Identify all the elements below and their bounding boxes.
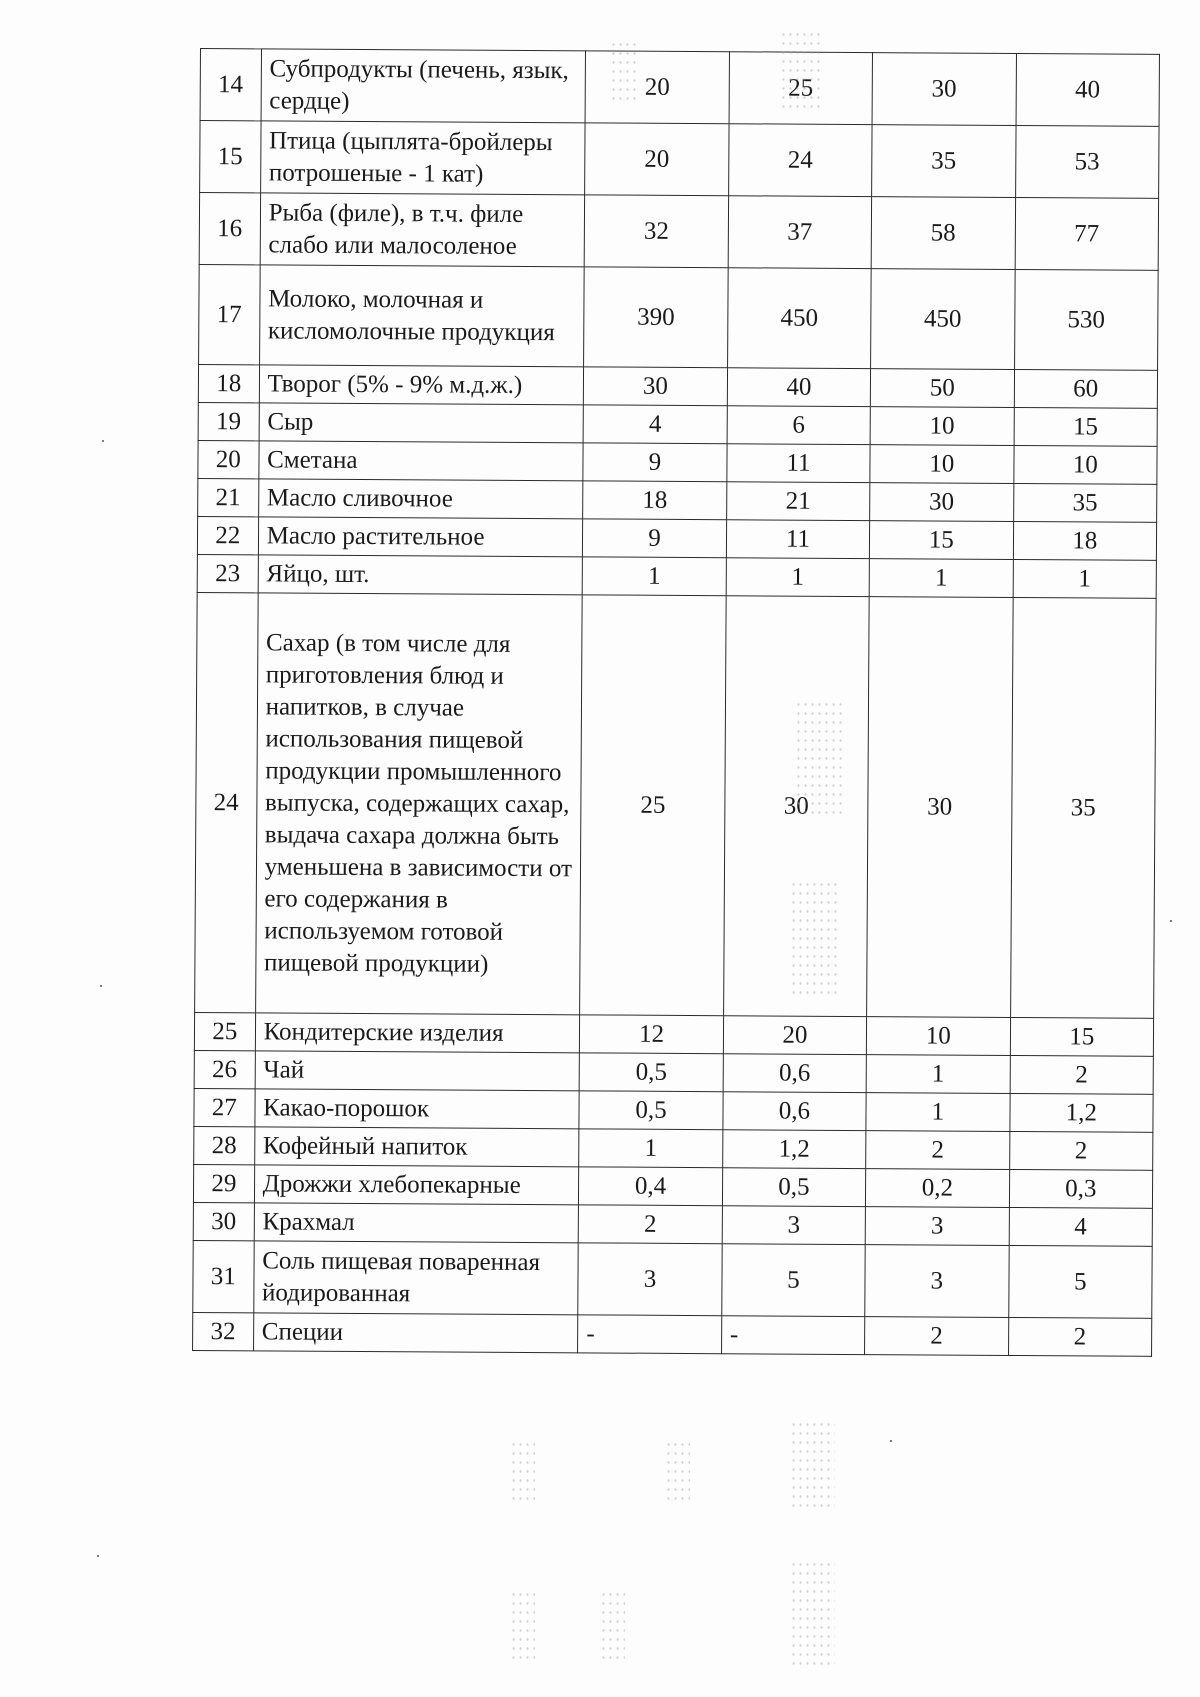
value-cell: 10 bbox=[1013, 445, 1157, 484]
value-cell: 30 bbox=[872, 53, 1016, 126]
value-cell: 32 bbox=[584, 195, 728, 268]
table-row bbox=[197, 516, 1156, 560]
table-row bbox=[194, 1012, 1153, 1056]
value-cell: 12 bbox=[580, 1015, 724, 1054]
value-cell: 53 bbox=[1015, 125, 1159, 198]
value-cell: - bbox=[578, 1315, 722, 1354]
value-cell: 0,3 bbox=[1009, 1169, 1153, 1208]
value-cell: 530 bbox=[1014, 269, 1158, 370]
value-cell: 15 bbox=[1014, 407, 1158, 446]
scan-noise bbox=[790, 1560, 835, 1670]
table-row bbox=[198, 440, 1157, 484]
table-row bbox=[197, 554, 1156, 598]
value-cell: 0,4 bbox=[579, 1167, 723, 1206]
row-number: 27 bbox=[194, 1088, 255, 1126]
row-number: 31 bbox=[193, 1240, 254, 1312]
row-number: 32 bbox=[193, 1312, 254, 1350]
value-cell: 10 bbox=[867, 1017, 1011, 1056]
value-cell: 3 bbox=[722, 1206, 866, 1245]
value-cell: 1,2 bbox=[722, 1130, 866, 1169]
value-cell: 25 bbox=[580, 595, 726, 1016]
value-cell: 24 bbox=[728, 124, 872, 197]
row-number: 25 bbox=[194, 1012, 255, 1050]
value-cell: 1 bbox=[869, 559, 1013, 598]
value-cell: 21 bbox=[726, 482, 870, 521]
value-cell: 35 bbox=[1010, 597, 1156, 1018]
value-cell: 6 bbox=[727, 406, 871, 445]
row-number: 23 bbox=[197, 554, 258, 592]
value-cell: 10 bbox=[870, 445, 1014, 484]
value-cell: 3 bbox=[578, 1243, 722, 1316]
row-number: 26 bbox=[194, 1050, 255, 1088]
scan-noise bbox=[665, 1440, 690, 1500]
value-cell: 58 bbox=[871, 197, 1015, 270]
value-cell: 77 bbox=[1015, 197, 1159, 270]
product-name: Масло растительное bbox=[258, 517, 583, 557]
product-name: Масло сливочное bbox=[258, 479, 583, 519]
value-cell: 450 bbox=[727, 268, 871, 369]
value-cell: 1 bbox=[582, 557, 726, 596]
table-row bbox=[199, 264, 1159, 370]
value-cell: 0,5 bbox=[579, 1091, 723, 1130]
value-cell: 25 bbox=[729, 52, 873, 125]
scan-noise bbox=[790, 1420, 835, 1510]
value-cell: 5 bbox=[721, 1244, 865, 1317]
value-cell: 10 bbox=[870, 407, 1014, 446]
product-name: Птица (цыплята-бройлеры потрошеные - 1 кат) bbox=[260, 121, 585, 195]
row-number: 30 bbox=[193, 1202, 254, 1240]
scan-noise bbox=[610, 40, 640, 100]
table-row bbox=[194, 1088, 1153, 1132]
table-row bbox=[194, 1126, 1153, 1170]
product-name: Сахар (в том числе для приготовления блюд и напитков, в случае использования пищевой продукции промышленного выпуска, содержащих сахар, выдача сахара должна быть уменьшена в зависимости от его содержания в используемом готовой пищевой продукции) bbox=[255, 593, 582, 1015]
row-number: 14 bbox=[200, 49, 261, 121]
value-cell: 2 bbox=[1010, 1055, 1154, 1094]
row-number: 19 bbox=[198, 402, 259, 440]
scan-noise bbox=[600, 1590, 625, 1660]
value-cell: 2 bbox=[1009, 1131, 1153, 1170]
scan-noise bbox=[780, 30, 820, 110]
product-name: Яйцо, шт. bbox=[258, 555, 583, 595]
table-row bbox=[199, 193, 1158, 271]
value-cell: 1 bbox=[1013, 559, 1157, 598]
scan-speck bbox=[97, 1555, 99, 1557]
value-cell: 9 bbox=[583, 443, 727, 482]
scan-noise bbox=[790, 880, 840, 1000]
value-cell: 450 bbox=[871, 269, 1015, 370]
value-cell: 1 bbox=[726, 558, 870, 597]
value-cell: 40 bbox=[727, 368, 871, 407]
value-cell: 35 bbox=[872, 125, 1016, 198]
row-number: 17 bbox=[199, 264, 260, 364]
value-cell: 30 bbox=[870, 483, 1014, 522]
row-number: 28 bbox=[194, 1126, 255, 1164]
value-cell: 5 bbox=[1008, 1245, 1152, 1318]
scan-speck bbox=[1170, 920, 1172, 922]
table-row bbox=[194, 1050, 1153, 1094]
scan-noise bbox=[795, 700, 845, 820]
product-name: Кондитерские изделия bbox=[255, 1013, 580, 1053]
table-row bbox=[195, 592, 1157, 1018]
table-row bbox=[193, 1312, 1152, 1356]
value-cell: 30 bbox=[867, 597, 1013, 1018]
product-name: Кофейный напиток bbox=[254, 1127, 579, 1167]
value-cell: 3 bbox=[865, 1245, 1009, 1318]
product-name: Субпродукты (печень, язык, сердце) bbox=[261, 49, 586, 123]
value-cell: 11 bbox=[726, 520, 870, 559]
row-number: 21 bbox=[198, 478, 259, 516]
product-name: Сыр bbox=[259, 403, 584, 443]
value-cell: 11 bbox=[727, 444, 871, 483]
row-number: 15 bbox=[200, 121, 261, 193]
value-cell: 4 bbox=[1009, 1207, 1153, 1246]
value-cell: 30 bbox=[723, 596, 869, 1017]
value-cell: 35 bbox=[1013, 483, 1157, 522]
value-cell: 30 bbox=[584, 367, 728, 406]
scan-speck bbox=[100, 985, 102, 987]
value-cell: 18 bbox=[583, 481, 727, 520]
value-cell: 9 bbox=[583, 519, 727, 558]
value-cell: 40 bbox=[1016, 53, 1160, 126]
scan-noise bbox=[510, 1590, 535, 1660]
scan-noise bbox=[510, 1440, 535, 1500]
value-cell: 390 bbox=[584, 267, 728, 368]
product-name: Чай bbox=[255, 1051, 580, 1091]
product-name: Дрожжи хлебопекарные bbox=[254, 1165, 579, 1205]
value-cell: 20 bbox=[585, 51, 729, 124]
product-name: Творог (5% - 9% м.д.ж.) bbox=[259, 365, 584, 405]
value-cell: 15 bbox=[1010, 1017, 1154, 1056]
product-name: Какао-порошок bbox=[255, 1089, 580, 1129]
row-number: 20 bbox=[198, 440, 259, 478]
food-norms-table bbox=[192, 48, 1160, 1357]
product-name: Молоко, молочная и кисломолочные продукция bbox=[259, 265, 584, 367]
value-cell: 3 bbox=[865, 1207, 1009, 1246]
value-cell: 2 bbox=[865, 1317, 1009, 1356]
product-name: Соль пищевая поваренная йодированная bbox=[253, 1241, 578, 1315]
value-cell: 1 bbox=[866, 1055, 1010, 1094]
table-row bbox=[198, 478, 1157, 522]
value-cell: 2 bbox=[579, 1205, 723, 1244]
value-cell: 50 bbox=[870, 369, 1014, 408]
value-cell: 18 bbox=[1013, 521, 1157, 560]
value-cell: 0,6 bbox=[723, 1092, 867, 1131]
scan-speck bbox=[102, 440, 104, 442]
value-cell: - bbox=[721, 1316, 865, 1355]
table-row bbox=[193, 1164, 1152, 1208]
value-cell: 4 bbox=[583, 405, 727, 444]
row-number: 24 bbox=[195, 592, 258, 1012]
value-cell: 20 bbox=[585, 123, 729, 196]
scan-speck bbox=[890, 1440, 892, 1442]
value-cell: 1 bbox=[866, 1093, 1010, 1132]
value-cell: 20 bbox=[723, 1016, 867, 1055]
product-name: Крахмал bbox=[254, 1203, 579, 1243]
value-cell: 0,2 bbox=[866, 1169, 1010, 1208]
row-number: 22 bbox=[197, 516, 258, 554]
row-number: 16 bbox=[199, 193, 260, 265]
value-cell: 0,5 bbox=[579, 1053, 723, 1092]
product-name: Специи bbox=[253, 1313, 578, 1353]
value-cell: 1,2 bbox=[1009, 1093, 1153, 1132]
table-row bbox=[200, 49, 1159, 127]
product-name: Сметана bbox=[259, 441, 584, 481]
row-number: 29 bbox=[193, 1164, 254, 1202]
value-cell: 60 bbox=[1014, 369, 1158, 408]
row-number: 18 bbox=[198, 364, 259, 402]
value-cell: 2 bbox=[1008, 1317, 1152, 1356]
table-row bbox=[200, 121, 1159, 199]
table-row bbox=[198, 402, 1157, 446]
product-name: Рыба (филе), в т.ч. филе слабо или малосоленое bbox=[260, 193, 585, 267]
table-row bbox=[193, 1202, 1152, 1246]
value-cell: 0,6 bbox=[723, 1054, 867, 1093]
value-cell: 37 bbox=[728, 196, 872, 269]
table-row bbox=[193, 1240, 1152, 1318]
table-row bbox=[198, 364, 1157, 408]
value-cell: 2 bbox=[866, 1131, 1010, 1170]
value-cell: 1 bbox=[579, 1129, 723, 1168]
value-cell: 15 bbox=[870, 521, 1014, 560]
value-cell: 0,5 bbox=[722, 1168, 866, 1207]
